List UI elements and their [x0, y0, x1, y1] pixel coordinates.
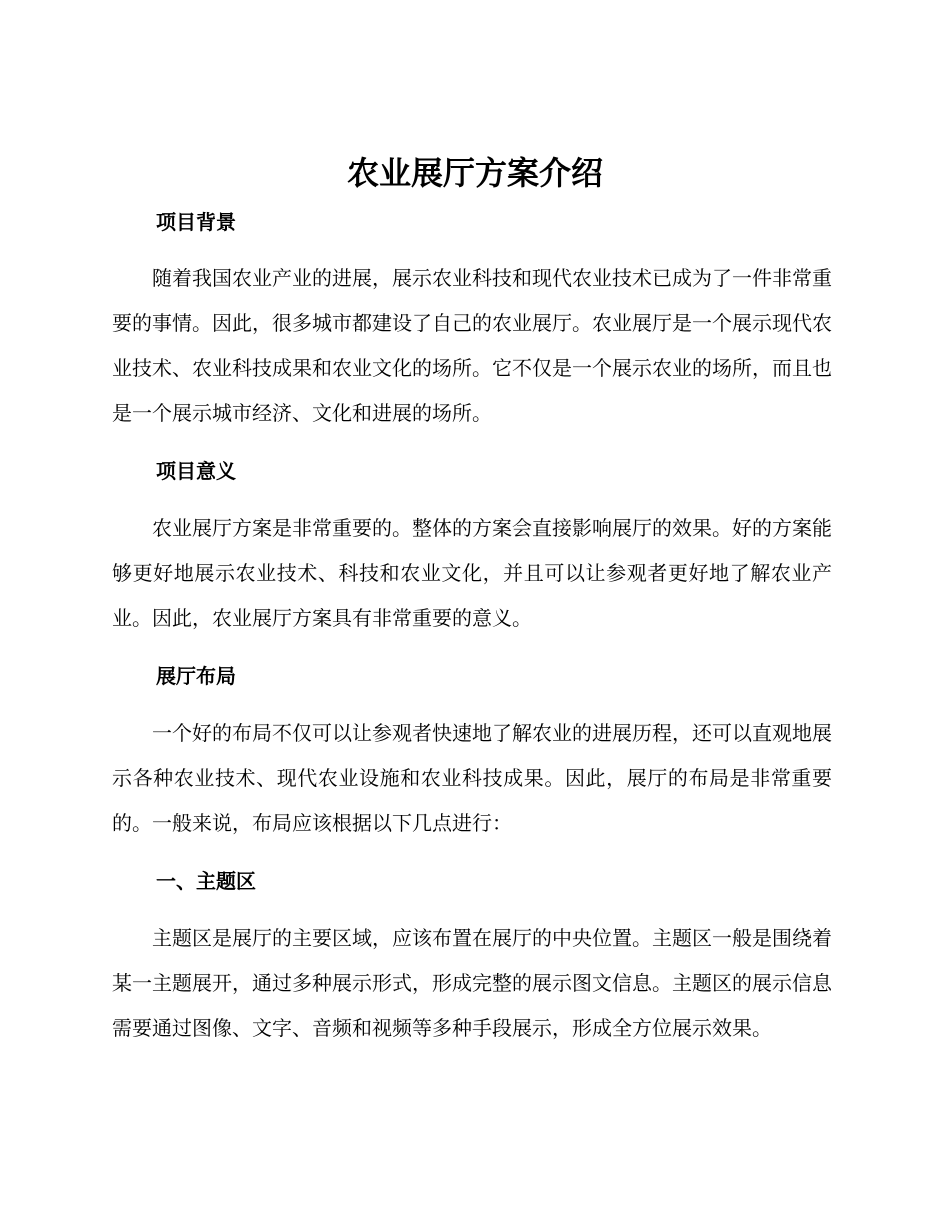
section-paragraph-layout: 一个好的布局不仅可以让参观者快速地了解农业的进展历程，还可以直观地展示各种农业技术、现代农业设施和农业科技成果。因此，展厅的布局是非常重要的。一般来说，布局应该根据以下几点进行：	[112, 721, 832, 835]
section-heading-layout: 展厅布局	[156, 664, 236, 688]
section-paragraph-background: 随着我国农业产业的进展，展示农业科技和现代农业技术已成为了一件非常重要的事情。因此，很多城市都建设了自己的农业展厅。农业展厅是一个展示现代农业技术、农业科技成果和农业文化的场所。它不仅是一个展示农业的场所，而且也是一个展示城市经济、文化和进展的场所。	[112, 266, 832, 425]
section-heading-theme-area: 一、主题区	[156, 869, 256, 893]
section-heading-background: 项目背景	[156, 210, 236, 234]
section-paragraph-significance: 农业展厅方案是非常重要的。整体的方案会直接影响展厅的效果。好的方案能够更好地展示农业技术、科技和农业文化，并且可以让参观者更好地了解农业产业。因此，农业展厅方案具有非常重要的意义。	[112, 516, 832, 630]
document-title: 农业展厅方案介绍	[346, 154, 603, 192]
section-paragraph-theme-area: 主题区是展厅的主要区域，应该布置在展厅的中央位置。主题区一般是围绕着某一主题展开，通过多种展示形式，形成完整的展示图文信息。主题区的展示信息需要通过图像、文字、音频和视频等多种手段展示，形成全方位展示效果。	[112, 926, 832, 1040]
section-heading-significance: 项目意义	[156, 459, 236, 483]
